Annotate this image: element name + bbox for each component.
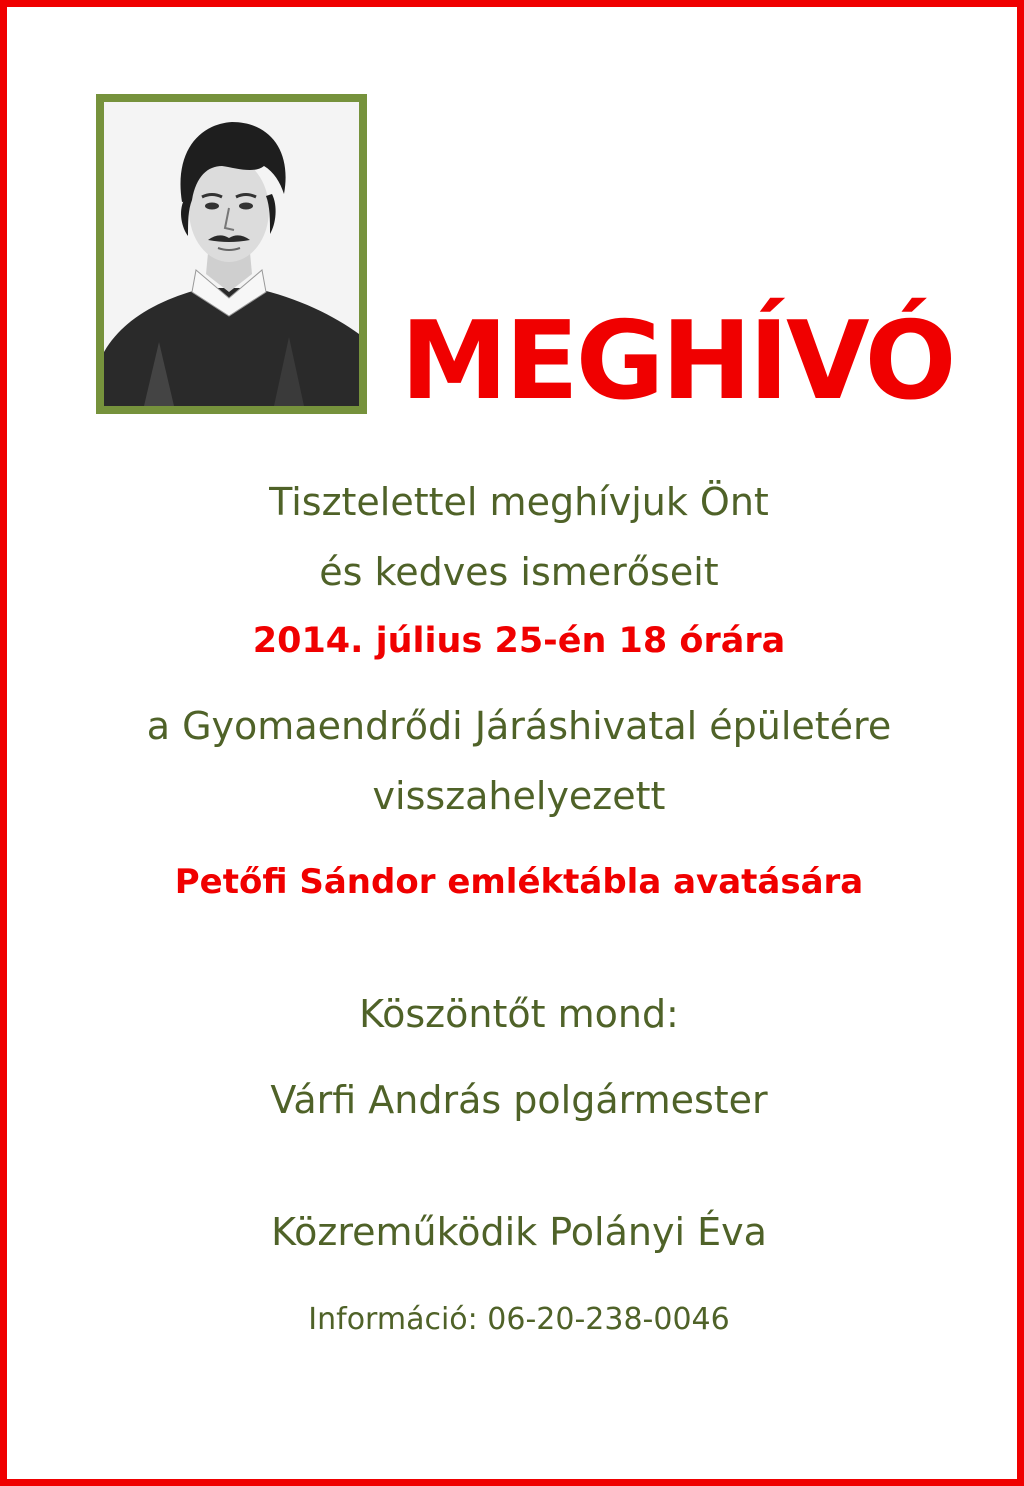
portrait-frame xyxy=(96,94,367,414)
event-date-time: 2014. július 25-én 18 órára xyxy=(252,621,786,661)
performer-line: Közreműködik Polányi Éva xyxy=(271,1210,767,1254)
venue-line-1: a Gyomaendrődi Járáshivatal épületére xyxy=(146,704,892,748)
info-contact: Információ: 06-20-238-0046 xyxy=(308,1302,730,1337)
portrait-icon xyxy=(104,102,359,406)
greeting-line-2: és kedves ismerőseit xyxy=(319,550,719,594)
speech-label: Köszöntőt mond: xyxy=(359,992,679,1036)
invitation-title: MEGHÍVÓ xyxy=(400,299,954,424)
venue-line-2: visszahelyezett xyxy=(372,774,666,818)
greeting-line-1: Tisztelettel meghívjuk Önt xyxy=(269,480,769,524)
speaker-name: Várfi András polgármester xyxy=(270,1078,768,1122)
event-name: Petőfi Sándor emléktábla avatására xyxy=(174,862,864,902)
